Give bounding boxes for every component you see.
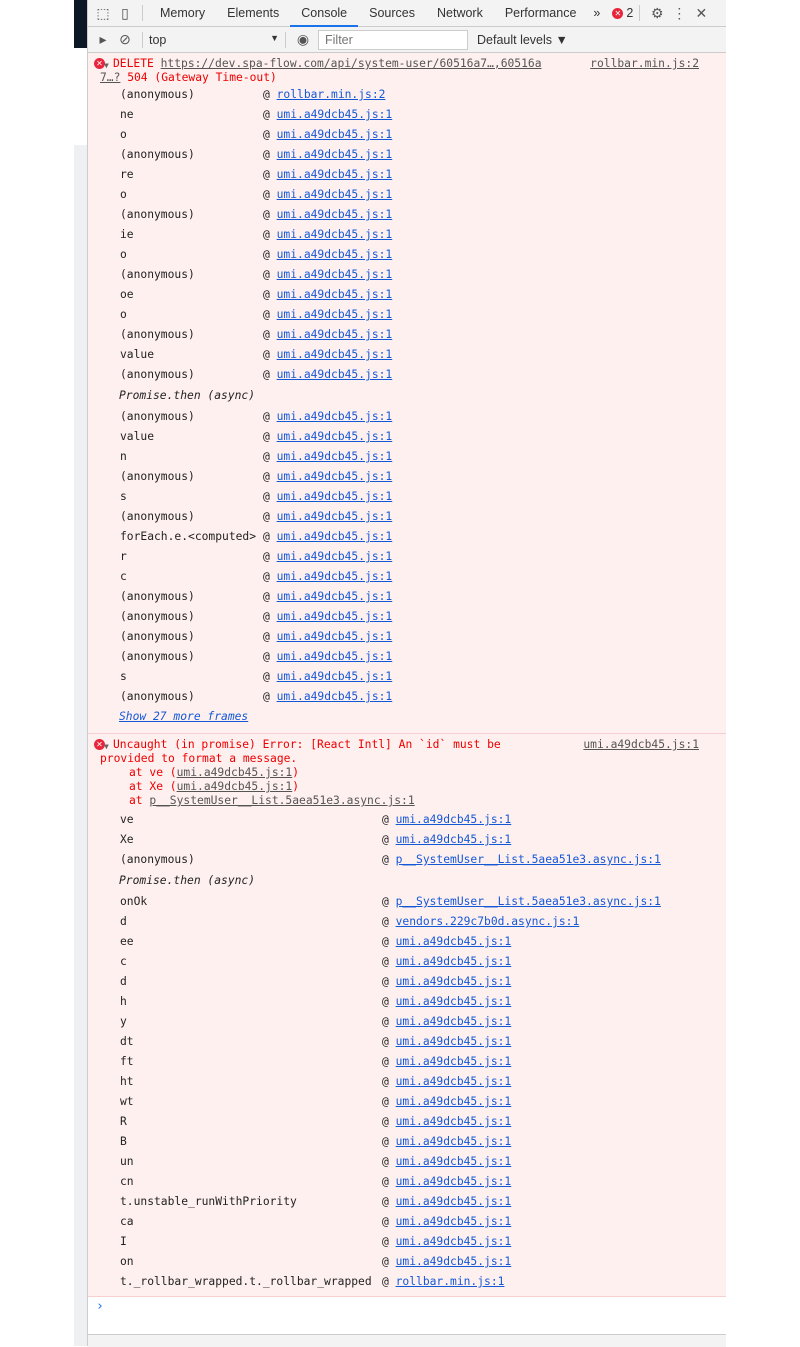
request-url-link-cont[interactable]: 7…? bbox=[100, 71, 121, 84]
function-name: d bbox=[120, 915, 127, 928]
frame-source-link[interactable]: rollbar.min.js:2 bbox=[276, 88, 386, 101]
stack-frame bbox=[88, 447, 726, 467]
function-name: c bbox=[120, 955, 127, 968]
function-name: y bbox=[120, 1015, 127, 1028]
frame-location: @ umi.a49dcb45.js:1 bbox=[263, 308, 393, 321]
function-name: ie bbox=[120, 228, 134, 241]
frame-source-link[interactable]: umi.a49dcb45.js:1 bbox=[276, 590, 393, 603]
settings-gear-icon[interactable]: ⚙ bbox=[651, 4, 664, 21]
stack-frame bbox=[88, 607, 726, 627]
function-name: (anonymous) bbox=[120, 510, 195, 523]
prompt-chevron-icon: › bbox=[96, 1299, 104, 1314]
stack-frame bbox=[88, 892, 726, 912]
stack-frame bbox=[88, 1052, 726, 1072]
tab-elements[interactable]: Elements bbox=[227, 5, 280, 20]
frame-location: @ umi.a49dcb45.js:1 bbox=[263, 490, 393, 503]
function-name: (anonymous) bbox=[120, 328, 195, 341]
stack-frame bbox=[88, 830, 726, 850]
more-tabs-button[interactable]: » bbox=[593, 5, 601, 20]
stack-frame bbox=[88, 992, 726, 1012]
clear-console-icon[interactable]: ⊘ bbox=[119, 31, 131, 47]
stack-frame bbox=[88, 687, 726, 707]
frame-source-link[interactable]: umi.a49dcb45.js:1 bbox=[276, 430, 393, 443]
stack-suffix: ) bbox=[292, 766, 300, 779]
function-name: (anonymous) bbox=[120, 208, 195, 221]
frame-location: @ umi.a49dcb45.js:1 bbox=[263, 570, 393, 583]
dropdown-arrow-icon: ▼ bbox=[270, 32, 279, 43]
frame-source-link[interactable]: umi.a49dcb45.js:1 bbox=[276, 368, 393, 381]
frame-source-link[interactable]: umi.a49dcb45.js:1 bbox=[276, 288, 393, 301]
function-name: cn bbox=[120, 1175, 134, 1188]
function-name: (anonymous) bbox=[120, 690, 195, 703]
frame-location: @ umi.a49dcb45.js:1 bbox=[263, 630, 393, 643]
tab-network[interactable]: Network bbox=[437, 5, 483, 20]
function-name: (anonymous) bbox=[120, 590, 195, 603]
function-name: (anonymous) bbox=[120, 368, 195, 381]
stack-frame bbox=[88, 345, 726, 365]
frame-location: @ umi.a49dcb45.js:1 bbox=[382, 1175, 512, 1188]
function-name: re bbox=[120, 168, 134, 181]
stack-frame bbox=[88, 527, 726, 547]
more-options-icon[interactable]: ⋮ bbox=[672, 4, 687, 21]
error-icon: ✕ bbox=[612, 8, 623, 19]
stack-frame bbox=[88, 912, 726, 932]
stack-frame bbox=[88, 285, 726, 305]
function-name: o bbox=[120, 248, 127, 261]
stack-frame bbox=[88, 587, 726, 607]
async-separator: Promise.then (async) bbox=[119, 389, 256, 402]
close-icon[interactable]: ✕ bbox=[695, 4, 708, 21]
stack-frame bbox=[88, 265, 726, 285]
frame-source-link[interactable]: umi.a49dcb45.js:1 bbox=[395, 1055, 512, 1068]
function-name: on bbox=[120, 1255, 134, 1268]
function-name: (anonymous) bbox=[120, 630, 195, 643]
stack-frame bbox=[88, 1212, 726, 1232]
function-name: ft bbox=[120, 1055, 134, 1068]
frame-source-link[interactable]: umi.a49dcb45.js:1 bbox=[395, 935, 512, 948]
function-name: value bbox=[120, 348, 155, 361]
frame-location: @ umi.a49dcb45.js:1 bbox=[382, 1095, 512, 1108]
stack-frame bbox=[88, 105, 726, 125]
frame-location: @ vendors.229c7b0d.async.js:1 bbox=[382, 915, 580, 928]
frame-location: @ umi.a49dcb45.js:1 bbox=[382, 1135, 512, 1148]
function-name: un bbox=[120, 1155, 134, 1168]
tab-sources[interactable]: Sources bbox=[369, 5, 415, 20]
http-method: DELETE bbox=[113, 57, 154, 70]
function-name: (anonymous) bbox=[120, 410, 195, 423]
sidebar-toggle-icon[interactable]: ▸ bbox=[99, 31, 107, 47]
function-name: forEach.e.<computed> bbox=[120, 530, 257, 543]
frame-location: @ umi.a49dcb45.js:1 bbox=[263, 430, 393, 443]
frame-source-link[interactable]: p__SystemUser__List.5aea51e3.async.js:1 bbox=[395, 895, 661, 908]
frame-location: @ umi.a49dcb45.js:1 bbox=[263, 610, 393, 623]
frame-source-link[interactable]: umi.a49dcb45.js:1 bbox=[276, 148, 393, 161]
frame-source-link[interactable]: umi.a49dcb45.js:1 bbox=[276, 128, 393, 141]
page-dark-edge bbox=[74, 0, 87, 48]
stack-prefix: at bbox=[129, 794, 150, 807]
log-levels-dropdown[interactable]: Default levels ▼ bbox=[477, 32, 568, 47]
frame-location: @ umi.a49dcb45.js:1 bbox=[263, 148, 393, 161]
frame-source-link[interactable]: umi.a49dcb45.js:1 bbox=[276, 530, 393, 543]
function-name: o bbox=[120, 188, 127, 201]
stack-frame bbox=[88, 185, 726, 205]
error-count: 2 bbox=[626, 6, 634, 20]
stack-frame bbox=[88, 467, 726, 487]
console-toolbar bbox=[88, 27, 726, 53]
function-name: ve bbox=[120, 813, 134, 826]
devtools-tabbar bbox=[88, 0, 726, 27]
function-name: (anonymous) bbox=[120, 470, 195, 483]
stack-frame bbox=[88, 487, 726, 507]
frame-location: @ umi.a49dcb45.js:1 bbox=[382, 1035, 512, 1048]
stack-frame bbox=[88, 1112, 726, 1132]
frame-location: @ umi.a49dcb45.js:1 bbox=[263, 288, 393, 301]
stack-frame bbox=[88, 932, 726, 952]
error-count-badge[interactable] bbox=[612, 6, 633, 20]
function-name: value bbox=[120, 430, 155, 443]
frame-source-link[interactable]: umi.a49dcb45.js:1 bbox=[276, 248, 393, 261]
function-name: B bbox=[120, 1135, 127, 1148]
frame-source-link[interactable]: umi.a49dcb45.js:1 bbox=[276, 208, 393, 221]
frame-location: @ umi.a49dcb45.js:1 bbox=[263, 550, 393, 563]
stack-frame bbox=[88, 205, 726, 225]
frame-source-link[interactable]: umi.a49dcb45.js:1 bbox=[276, 650, 393, 663]
stack-frame bbox=[88, 1272, 726, 1292]
inspect-element-icon[interactable]: ⬚ bbox=[96, 4, 110, 21]
source-link[interactable]: umi.a49dcb45.js:1 bbox=[583, 738, 699, 751]
frame-source-link[interactable]: umi.a49dcb45.js:1 bbox=[395, 995, 512, 1008]
stack-prefix: at ve ( bbox=[129, 766, 177, 779]
frame-location: @ umi.a49dcb45.js:1 bbox=[263, 530, 393, 543]
frame-source-link[interactable]: umi.a49dcb45.js:1 bbox=[276, 630, 393, 643]
frame-location: @ umi.a49dcb45.js:1 bbox=[263, 168, 393, 181]
frame-source-link[interactable]: p__SystemUser__List.5aea51e3.async.js:1 bbox=[395, 853, 661, 866]
tab-performance[interactable]: Performance bbox=[504, 5, 577, 20]
frame-source-link[interactable]: umi.a49dcb45.js:1 bbox=[276, 410, 393, 423]
function-name: (anonymous) bbox=[120, 88, 195, 101]
source-link[interactable]: rollbar.min.js:2 bbox=[590, 57, 699, 70]
frame-location: @ umi.a49dcb45.js:1 bbox=[263, 348, 393, 361]
show-more-frames-link[interactable]: Show 27 more frames bbox=[119, 710, 249, 723]
frame-source-link[interactable]: umi.a49dcb45.js:1 bbox=[395, 1195, 512, 1208]
devtools-panel bbox=[87, 0, 726, 1346]
error-icon: ✕ bbox=[94, 58, 105, 69]
console-prompt-input[interactable] bbox=[88, 1297, 726, 1335]
status-text: 504 (Gateway Time-out) bbox=[120, 71, 277, 84]
frame-source-link[interactable]: umi.a49dcb45.js:1 bbox=[276, 470, 393, 483]
frame-source-link[interactable]: umi.a49dcb45.js:1 bbox=[276, 108, 393, 121]
frame-location: @ umi.a49dcb45.js:1 bbox=[382, 1215, 512, 1228]
request-url-link[interactable]: https://dev.spa-flow.com/api/system-user/60516a7…,60516a bbox=[160, 57, 542, 70]
function-name: (anonymous) bbox=[120, 268, 195, 281]
filter-input[interactable] bbox=[318, 30, 468, 50]
stack-frame bbox=[88, 850, 726, 870]
stack-prefix: at Xe ( bbox=[129, 780, 177, 793]
stack-frame bbox=[88, 1152, 726, 1172]
frame-source-link[interactable]: rollbar.min.js:1 bbox=[395, 1275, 505, 1288]
stack-frame bbox=[88, 1092, 726, 1112]
frame-location: @ umi.a49dcb45.js:1 bbox=[263, 650, 393, 663]
frame-source-link[interactable]: umi.a49dcb45.js:1 bbox=[395, 1115, 512, 1128]
function-name: t._rollbar_wrapped.t._rollbar_wrapped bbox=[120, 1275, 372, 1288]
frame-location: @ umi.a49dcb45.js:1 bbox=[263, 410, 393, 423]
function-name: ee bbox=[120, 935, 134, 948]
frame-source-link[interactable]: umi.a49dcb45.js:1 bbox=[395, 1135, 512, 1148]
tab-console[interactable]: Console bbox=[290, 0, 358, 27]
frame-location: @ umi.a49dcb45.js:1 bbox=[263, 590, 393, 603]
context-selector[interactable] bbox=[149, 33, 279, 47]
frame-source-link[interactable]: umi.a49dcb45.js:1 bbox=[276, 610, 393, 623]
function-name: c bbox=[120, 570, 127, 583]
stack-trace-line bbox=[113, 794, 726, 808]
stack-trace-line bbox=[113, 766, 726, 780]
frame-location: @ umi.a49dcb45.js:1 bbox=[263, 128, 393, 141]
frame-source-link[interactable]: umi.a49dcb45.js:1 bbox=[276, 228, 393, 241]
function-name: Xe bbox=[120, 833, 134, 846]
stack-frame bbox=[88, 1032, 726, 1052]
error-message: Uncaught (in promise) Error: [React Intl] An `id` must be bbox=[113, 738, 501, 751]
function-name: dt bbox=[120, 1035, 134, 1048]
stack-frame bbox=[88, 647, 726, 667]
error-icon: ✕ bbox=[94, 739, 105, 750]
frame-location: @ umi.a49dcb45.js:1 bbox=[382, 1015, 512, 1028]
frame-source-link[interactable]: umi.a49dcb45.js:1 bbox=[276, 670, 393, 683]
frame-source-link[interactable]: umi.a49dcb45.js:1 bbox=[276, 348, 393, 361]
stack-frame bbox=[88, 165, 726, 185]
function-name: R bbox=[120, 1115, 127, 1128]
frame-location: @ p__SystemUser__List.5aea51e3.async.js:1 bbox=[382, 895, 661, 908]
frame-source-link[interactable]: umi.a49dcb45.js:1 bbox=[276, 550, 393, 563]
stack-frame bbox=[88, 1192, 726, 1212]
divider bbox=[639, 5, 640, 21]
frame-location: @ umi.a49dcb45.js:1 bbox=[382, 935, 512, 948]
stack-frame bbox=[88, 667, 726, 687]
frame-source-link[interactable]: umi.a49dcb45.js:1 bbox=[276, 168, 393, 181]
frame-source-link[interactable]: umi.a49dcb45.js:1 bbox=[276, 490, 393, 503]
function-name: (anonymous) bbox=[120, 610, 195, 623]
stack-frame bbox=[88, 407, 726, 427]
stack-trace-line bbox=[113, 780, 726, 794]
stack-frame bbox=[88, 225, 726, 245]
stack-frame bbox=[88, 427, 726, 447]
frame-location: @ umi.a49dcb45.js:1 bbox=[382, 1235, 512, 1248]
frame-location: @ umi.a49dcb45.js:1 bbox=[382, 975, 512, 988]
function-name: ca bbox=[120, 1215, 134, 1228]
frame-source-link[interactable]: umi.a49dcb45.js:1 bbox=[395, 1015, 512, 1028]
frame-source-link[interactable]: umi.a49dcb45.js:1 bbox=[395, 833, 512, 846]
function-name: r bbox=[120, 550, 127, 563]
frame-location: @ umi.a49dcb45.js:1 bbox=[263, 328, 393, 341]
context-value: top bbox=[149, 32, 167, 47]
tab-memory[interactable]: Memory bbox=[160, 5, 206, 20]
stack-frame bbox=[88, 245, 726, 265]
divider bbox=[142, 5, 143, 21]
frame-location: @ umi.a49dcb45.js:1 bbox=[382, 1075, 512, 1088]
frame-source-link[interactable]: umi.a49dcb45.js:1 bbox=[276, 308, 393, 321]
frame-location: @ umi.a49dcb45.js:1 bbox=[263, 368, 393, 381]
frame-source-link[interactable]: umi.a49dcb45.js:1 bbox=[395, 1215, 512, 1228]
divider bbox=[142, 32, 143, 48]
page-side-strip bbox=[74, 145, 87, 1346]
function-name: ht bbox=[120, 1075, 134, 1088]
frame-source-link[interactable]: umi.a49dcb45.js:1 bbox=[395, 1155, 512, 1168]
divider bbox=[285, 32, 286, 48]
frame-location: @ umi.a49dcb45.js:1 bbox=[382, 1115, 512, 1128]
frame-source-link[interactable]: umi.a49dcb45.js:1 bbox=[395, 1255, 512, 1268]
frame-location: @ umi.a49dcb45.js:1 bbox=[382, 1155, 512, 1168]
stack-frame bbox=[88, 85, 726, 105]
frame-source-link[interactable]: umi.a49dcb45.js:1 bbox=[276, 510, 393, 523]
function-name: (anonymous) bbox=[120, 650, 195, 663]
stack-source-link[interactable]: umi.a49dcb45.js:1 bbox=[176, 780, 293, 793]
function-name: wt bbox=[120, 1095, 134, 1108]
stack-frame bbox=[88, 1132, 726, 1152]
frame-location: @ umi.a49dcb45.js:1 bbox=[263, 268, 393, 281]
device-toolbar-icon[interactable]: ▯ bbox=[121, 4, 129, 21]
function-name: o bbox=[120, 128, 127, 141]
frame-source-link[interactable]: umi.a49dcb45.js:1 bbox=[395, 1075, 512, 1088]
function-name: (anonymous) bbox=[120, 853, 195, 866]
frame-location: @ umi.a49dcb45.js:1 bbox=[382, 1195, 512, 1208]
drawer-bar bbox=[88, 1335, 726, 1347]
frame-location: @ umi.a49dcb45.js:1 bbox=[263, 108, 393, 121]
frame-source-link[interactable]: umi.a49dcb45.js:1 bbox=[276, 450, 393, 463]
function-name: (anonymous) bbox=[120, 148, 195, 161]
function-name: t.unstable_runWithPriority bbox=[120, 1195, 297, 1208]
function-name: n bbox=[120, 450, 127, 463]
frame-location: @ umi.a49dcb45.js:1 bbox=[382, 1055, 512, 1068]
frame-location: @ umi.a49dcb45.js:1 bbox=[263, 450, 393, 463]
frame-source-link[interactable]: umi.a49dcb45.js:1 bbox=[276, 268, 393, 281]
stack-frame bbox=[88, 1252, 726, 1272]
frame-location: @ umi.a49dcb45.js:1 bbox=[263, 208, 393, 221]
frame-source-link[interactable]: umi.a49dcb45.js:1 bbox=[395, 955, 512, 968]
live-expression-eye-icon[interactable]: ◉ bbox=[296, 31, 310, 47]
stack-frame bbox=[88, 1012, 726, 1032]
frame-location: @ umi.a49dcb45.js:1 bbox=[263, 690, 393, 703]
frame-location: @ umi.a49dcb45.js:1 bbox=[263, 510, 393, 523]
stack-frame bbox=[88, 972, 726, 992]
frame-location: @ rollbar.min.js:2 bbox=[263, 88, 386, 101]
stack-frame bbox=[88, 952, 726, 972]
stack-source-link[interactable]: p__SystemUser__List.5aea51e3.async.js:1 bbox=[149, 794, 415, 807]
frame-location: @ rollbar.min.js:1 bbox=[382, 1275, 505, 1288]
frame-location: @ umi.a49dcb45.js:1 bbox=[382, 833, 512, 846]
error-message-cont: provided to format a message. bbox=[100, 752, 298, 765]
frame-location: @ p__SystemUser__List.5aea51e3.async.js:1 bbox=[382, 853, 661, 866]
frame-location: @ umi.a49dcb45.js:1 bbox=[382, 995, 512, 1008]
function-name: s bbox=[120, 670, 127, 683]
frame-location: @ umi.a49dcb45.js:1 bbox=[263, 670, 393, 683]
frame-source-link[interactable]: umi.a49dcb45.js:1 bbox=[276, 690, 393, 703]
frame-source-link[interactable]: umi.a49dcb45.js:1 bbox=[395, 1235, 512, 1248]
function-name: ne bbox=[120, 108, 134, 121]
function-name: h bbox=[120, 995, 127, 1008]
function-name: o bbox=[120, 308, 127, 321]
stack-frame bbox=[88, 1232, 726, 1252]
stack-frame bbox=[88, 365, 726, 385]
async-separator: Promise.then (async) bbox=[119, 874, 256, 887]
function-name: I bbox=[120, 1235, 127, 1248]
stack-frame bbox=[88, 507, 726, 527]
expand-triangle-icon[interactable]: ▼ bbox=[104, 742, 109, 751]
frame-source-link[interactable]: umi.a49dcb45.js:1 bbox=[395, 975, 512, 988]
frame-source-link[interactable]: umi.a49dcb45.js:1 bbox=[395, 1095, 512, 1108]
frame-location: @ umi.a49dcb45.js:1 bbox=[263, 470, 393, 483]
stack-frame bbox=[88, 810, 726, 830]
frame-source-link[interactable]: umi.a49dcb45.js:1 bbox=[395, 1035, 512, 1048]
frame-source-link[interactable]: vendors.229c7b0d.async.js:1 bbox=[395, 915, 580, 928]
console-error-message bbox=[88, 734, 726, 1297]
stack-suffix: ) bbox=[292, 780, 300, 793]
function-name: d bbox=[120, 975, 127, 988]
frame-source-link[interactable]: umi.a49dcb45.js:1 bbox=[276, 570, 393, 583]
stack-frame bbox=[88, 325, 726, 345]
stack-source-link[interactable]: umi.a49dcb45.js:1 bbox=[176, 766, 293, 779]
stack-frame bbox=[88, 1072, 726, 1092]
stack-frame bbox=[88, 627, 726, 647]
frame-location: @ umi.a49dcb45.js:1 bbox=[263, 228, 393, 241]
stack-frame bbox=[88, 305, 726, 325]
frame-source-link[interactable]: umi.a49dcb45.js:1 bbox=[276, 188, 393, 201]
function-name: oe bbox=[120, 288, 134, 301]
frame-source-link[interactable]: umi.a49dcb45.js:1 bbox=[395, 813, 512, 826]
frame-location: @ umi.a49dcb45.js:1 bbox=[263, 188, 393, 201]
function-name: onOk bbox=[120, 895, 148, 908]
frame-location: @ umi.a49dcb45.js:1 bbox=[382, 955, 512, 968]
frame-location: @ umi.a49dcb45.js:1 bbox=[382, 1255, 512, 1268]
stack-frame bbox=[88, 547, 726, 567]
stack-frame bbox=[88, 1172, 726, 1192]
stack-frame bbox=[88, 145, 726, 165]
frame-location: @ umi.a49dcb45.js:1 bbox=[382, 813, 512, 826]
frame-location: @ umi.a49dcb45.js:1 bbox=[263, 248, 393, 261]
console-error-message bbox=[88, 53, 726, 734]
frame-source-link[interactable]: umi.a49dcb45.js:1 bbox=[395, 1175, 512, 1188]
frame-source-link[interactable]: umi.a49dcb45.js:1 bbox=[276, 328, 393, 341]
function-name: s bbox=[120, 490, 127, 503]
expand-triangle-icon[interactable]: ▼ bbox=[104, 61, 109, 70]
stack-frame bbox=[88, 567, 726, 587]
stack-frame bbox=[88, 125, 726, 145]
